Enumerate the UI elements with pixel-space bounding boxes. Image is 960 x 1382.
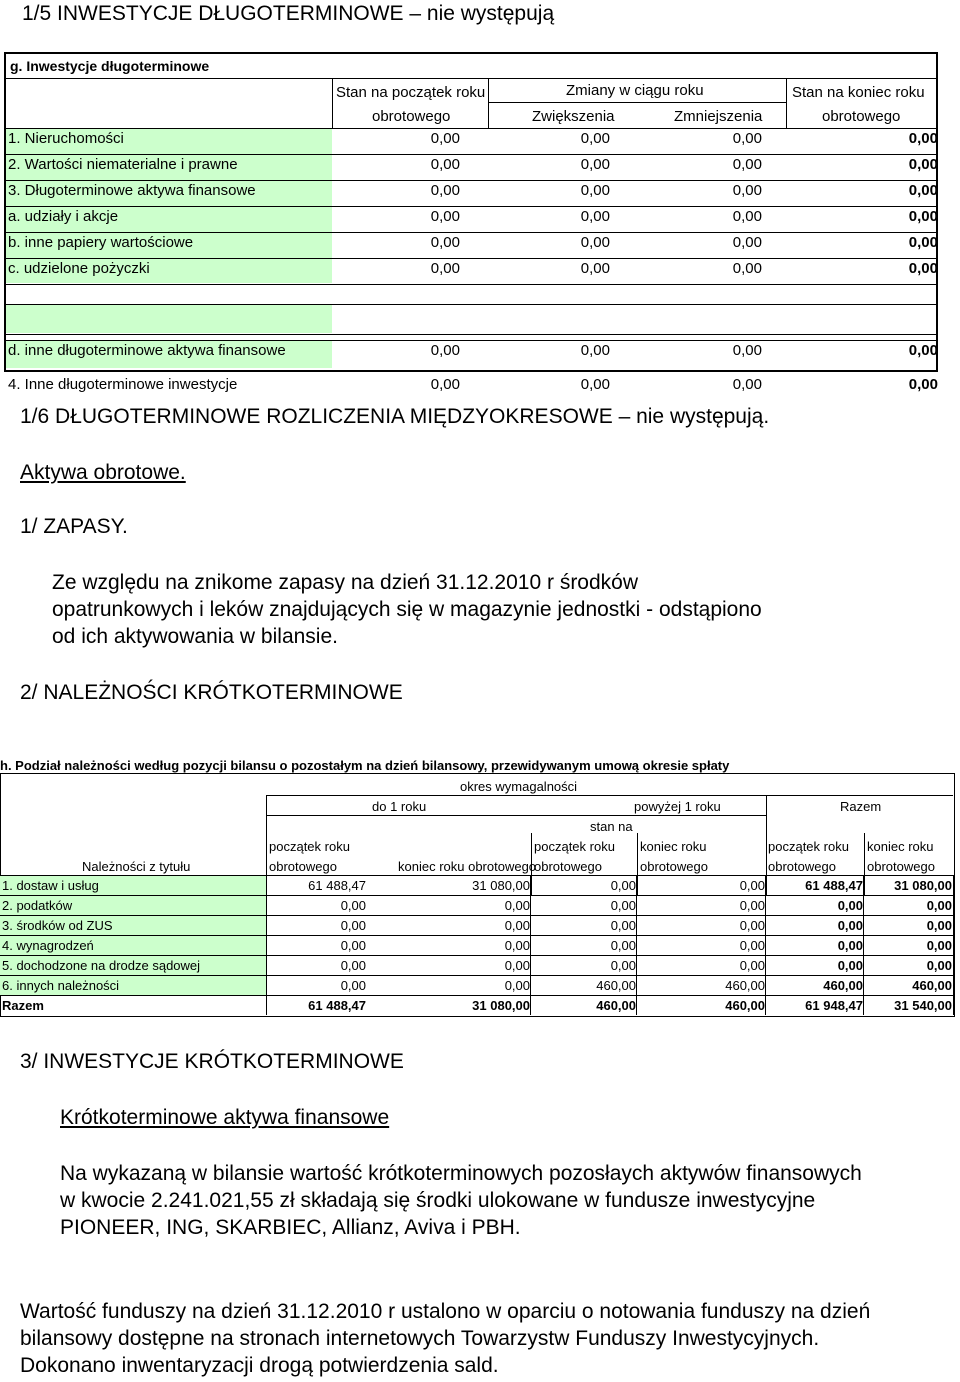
row-value: 0,00: [908, 130, 938, 147]
row-value: 460,00: [596, 978, 636, 993]
row-value: 0,00: [739, 938, 765, 953]
row-value: 31 540,00: [894, 998, 952, 1013]
state-on-header: stan na: [590, 819, 633, 834]
receivables-heading: 2/ NALEŻNOŚCI KRÓTKOTERMINOWE: [20, 681, 403, 704]
row-value: 0,00: [340, 978, 366, 993]
row-value: 0,00: [732, 130, 762, 147]
row-label: b. inne papiery wartościowe: [8, 234, 194, 251]
header-start: Stan na początek roku: [336, 84, 486, 101]
section-title-3: 3/ INWESTYCJE KRÓTKOTERMINOWE: [20, 1050, 404, 1073]
row-value: 0,00: [580, 208, 610, 225]
row-value: 61 948,47: [805, 998, 863, 1013]
table-title: g. Inwestycje długoterminowe: [10, 58, 210, 74]
col1-header-1: początek roku: [269, 839, 350, 854]
row-value: 0,00: [580, 130, 610, 147]
row-value: 0,00: [732, 376, 762, 393]
row-value: 0,00: [837, 938, 863, 953]
receivables-table-title: h. Podział należności według pozycji bilansu o pozostałym na dzień bilansowy, przewidywanym umową okresie spłaty: [0, 758, 730, 773]
row-value: 0,00: [926, 898, 952, 913]
row-label: 4. Inne długoterminowe inwestycje: [8, 376, 238, 393]
row-value: 0,00: [926, 958, 952, 973]
row-value: 31 080,00: [894, 878, 952, 893]
header-decrease: Zmniejszenia: [674, 108, 763, 125]
inventories-heading: 1/ ZAPASY.: [20, 515, 128, 538]
row-value: 0,00: [732, 260, 762, 277]
row-value: 0,00: [430, 342, 460, 359]
row-value: 0,00: [610, 898, 636, 913]
row-value: 0,00: [430, 130, 460, 147]
row-label: 5. dochodzone na drodze sądowej: [2, 958, 201, 973]
row-value: 0,00: [610, 958, 636, 973]
row-value: 0,00: [340, 898, 366, 913]
col3-header-2: obrotowego: [534, 859, 602, 874]
row-value: 0,00: [837, 958, 863, 973]
row-label: 2. Wartości niematerialne i prawne: [8, 156, 238, 173]
row-value: 31 080,00: [472, 878, 530, 893]
row-value: 0,00: [504, 898, 530, 913]
long-term-investments-table: [4, 52, 938, 393]
row-value: 0,00: [430, 234, 460, 251]
header-end: Stan na koniec roku: [792, 84, 925, 101]
row-value: 0,00: [908, 342, 938, 359]
row-value: 0,00: [837, 898, 863, 913]
col6-header-1: koniec roku: [867, 839, 934, 854]
row-value: 0,00: [430, 156, 460, 173]
row-value: 460,00: [912, 978, 952, 993]
row-value: 0,00: [504, 938, 530, 953]
short-term-assets-text: Na wykazaną w bilansie wartość krótkoterminowych pozosłaych aktywów finansowych w kwocie 2.241.021,55 zł składają się środki ulokowane w fundusze inwestycyjne PIONEER, ING, SKARBIEC, Allianz, Aviva i PBH.: [60, 1162, 862, 1239]
row-value: 0,00: [430, 182, 460, 199]
row-value: 0,00: [340, 938, 366, 953]
current-assets-heading: Aktywa obrotowe.: [20, 461, 186, 484]
row-value: 460,00: [725, 978, 765, 993]
row-value: 0,00: [580, 342, 610, 359]
col5-header-1: początek roku: [768, 839, 849, 854]
section-title-1-6: 1/6 DŁUGOTERMINOWE ROZLICZENIA MIĘDZYOKRESOWE – nie występują.: [20, 405, 770, 428]
row-label: 1. dostaw i usług: [2, 878, 99, 893]
col3-header-1: początek roku: [534, 839, 615, 854]
row-value: 61 488,47: [805, 878, 863, 893]
inventories-text: Ze względu na znikome zapasy na dzień 31.12.2010 r środków opatrunkowych i leków znajdujących się w magazynie jednostki - odstąpiono od ich aktywowania w bilansie.: [52, 571, 762, 648]
row-label: 1. Nieruchomości: [8, 130, 124, 147]
row-value: 0,00: [610, 938, 636, 953]
over-1-year-header: powyżej 1 roku: [634, 799, 721, 814]
row-value: 61 488,47: [308, 998, 366, 1013]
row-value: 0,00: [610, 918, 636, 933]
row-value: 0,00: [908, 156, 938, 173]
row-value: 0,00: [739, 958, 765, 973]
row-label: Razem: [2, 998, 44, 1013]
col5-header-2: obrotowego: [768, 859, 836, 874]
row-value: 460,00: [823, 978, 863, 993]
row-value: 0,00: [340, 918, 366, 933]
header-end-2: obrotowego: [822, 108, 901, 125]
row-value: 0,00: [732, 208, 762, 225]
row-value: 0,00: [732, 182, 762, 199]
row-value: 0,00: [504, 918, 530, 933]
row-value: 0,00: [580, 234, 610, 251]
row-value: 0,00: [504, 978, 530, 993]
short-term-assets-heading: Krótkoterminowe aktywa finansowe: [60, 1106, 390, 1129]
row-value: 0,00: [580, 376, 610, 393]
row-value: 0,00: [926, 938, 952, 953]
row-value: 0,00: [739, 878, 765, 893]
row-value: 460,00: [725, 998, 765, 1013]
row-value: 0,00: [908, 208, 938, 225]
section-title-1-5: 1/5 INWESTYCJE DŁUGOTERMINOWE – nie występują: [22, 2, 555, 25]
col4-header-2: obrotowego: [640, 859, 708, 874]
row-value: 0,00: [837, 918, 863, 933]
row-value: 0,00: [908, 376, 938, 393]
col1-header-2: obrotowego: [269, 859, 337, 874]
row-value: 0,00: [732, 156, 762, 173]
row-value: 0,00: [908, 260, 938, 277]
row-value: 0,00: [504, 958, 530, 973]
row-value: 0,00: [580, 156, 610, 173]
col2-header: koniec roku obrotowego: [398, 859, 537, 874]
row-label: 6. innych należności: [2, 978, 120, 993]
header-increase: Zwiększenia: [532, 108, 615, 125]
row-value: 0,00: [739, 898, 765, 913]
row-value: 0,00: [430, 260, 460, 277]
row-value: 0,00: [580, 182, 610, 199]
row-value: 0,00: [926, 918, 952, 933]
up-to-1-year-header: do 1 roku: [372, 799, 427, 814]
header-changes: Zmiany w ciągu roku: [566, 82, 704, 99]
total-header: Razem: [840, 799, 882, 814]
row-label: 3. Długoterminowe aktywa finansowe: [8, 182, 256, 199]
col4-header-1: koniec roku: [640, 839, 707, 854]
due-period-header: okres wymagalności: [460, 779, 578, 794]
row-value: 0,00: [739, 918, 765, 933]
receivables-table: [0, 773, 955, 1017]
row-value: 0,00: [732, 342, 762, 359]
row-value: 61 488,47: [308, 878, 366, 893]
row-value: 0,00: [732, 234, 762, 251]
label-header: Należności z tytułu: [82, 859, 191, 874]
header-start-2: obrotowego: [372, 108, 451, 125]
row-value: 0,00: [908, 234, 938, 251]
row-value: 0,00: [340, 958, 366, 973]
row-label: 3. środków od ZUS: [2, 918, 113, 933]
row-value: 0,00: [580, 260, 610, 277]
row-label: d. inne długoterminowe aktywa finansowe: [8, 342, 286, 359]
fund-value-text: Wartość funduszy na dzień 31.12.2010 r ustalono w oparciu o notowania funduszy na dzień bilansowy dostępne na stronach internetowych Towarzystw Funduszy Inwestycyjnych. Dokonano inwentaryzacji drogą potwierdzenia sald.: [20, 1300, 871, 1377]
row-value: 0,00: [908, 182, 938, 199]
row-value: 31 080,00: [472, 998, 530, 1013]
row-value: 460,00: [596, 998, 636, 1013]
row-value: 0,00: [610, 878, 636, 893]
col6-header-2: obrotowego: [867, 859, 935, 874]
row-label: a. udziały i akcje: [8, 208, 119, 225]
row-label: 4. wynagrodzeń: [2, 938, 94, 953]
row-label: 2. podatków: [2, 898, 73, 913]
row-label: c. udzielone pożyczki: [8, 260, 150, 277]
row-value: 0,00: [430, 208, 460, 225]
row-value: 0,00: [430, 376, 460, 393]
